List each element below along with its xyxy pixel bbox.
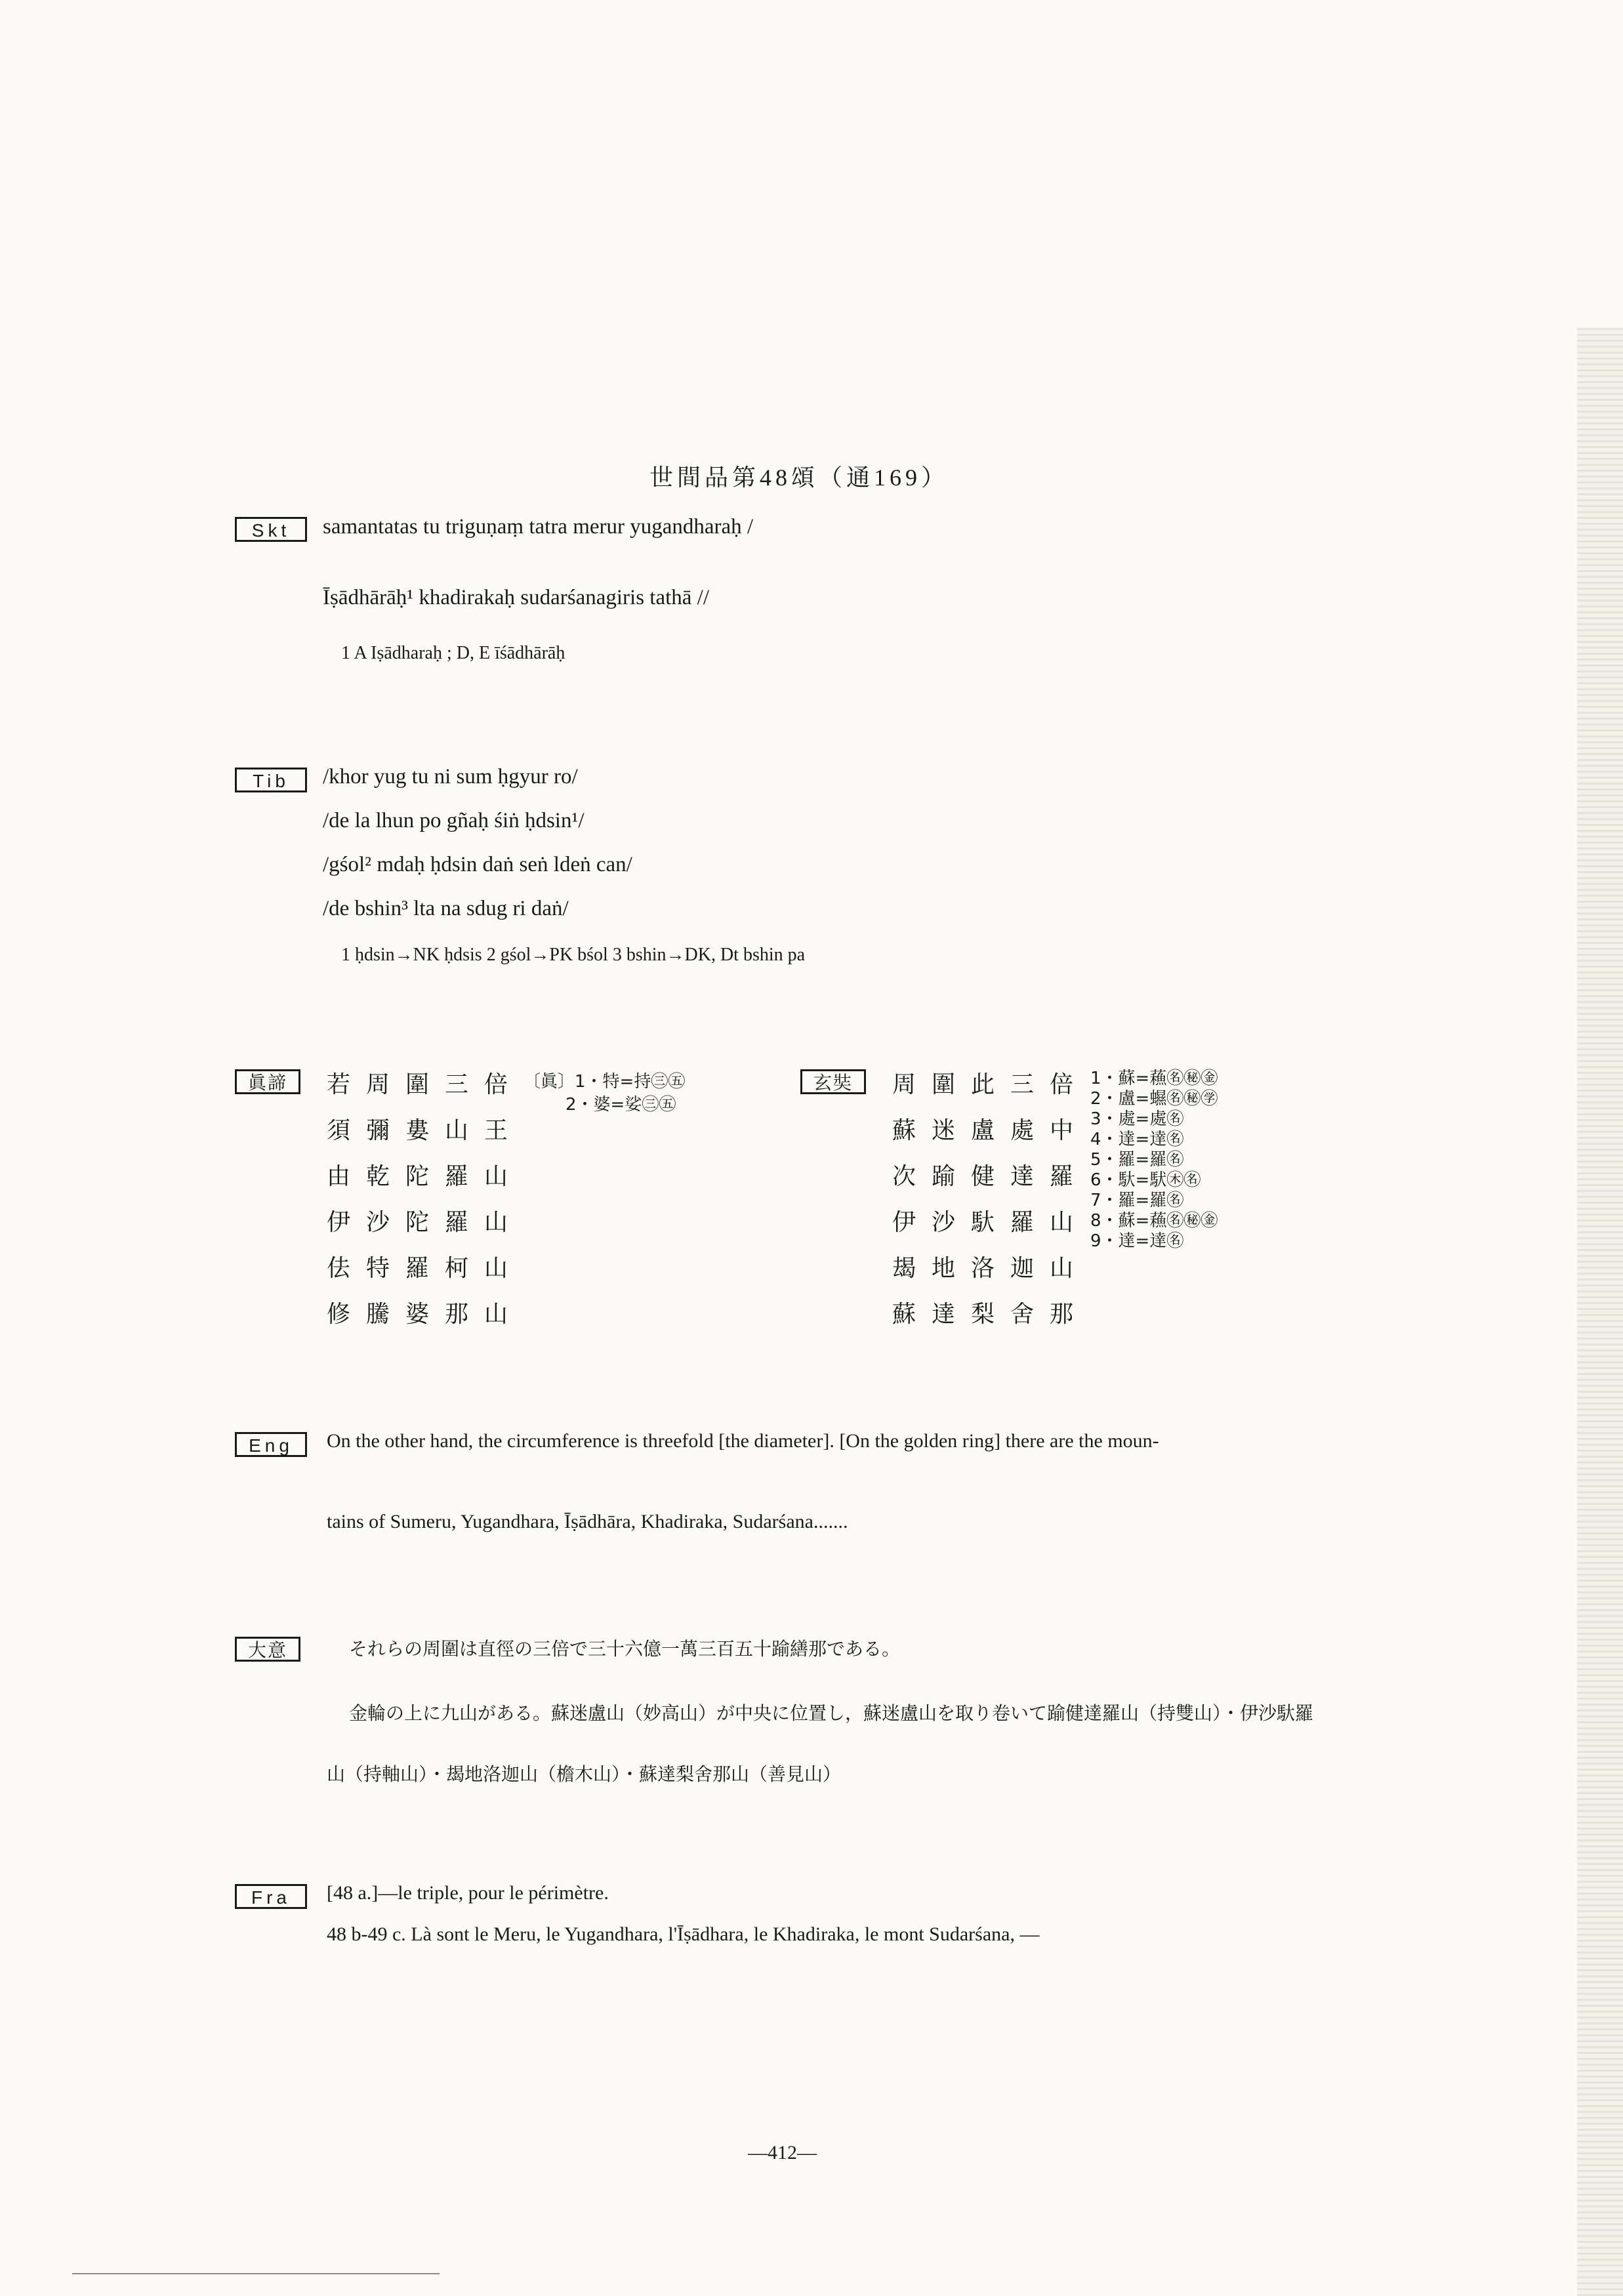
zhendi-line-1: 若周圍三倍 [327,1071,524,1098]
zhendi-tag: 眞諦 [235,1069,300,1094]
tib-line-3: /gśol² mdaḥ ḥdsin daṅ seṅ ldeṅ can/ [323,853,632,876]
xuanzang-note-4: 4・達=達㊔ [1090,1130,1184,1149]
taii-line-1: それらの周圍は直徑の三倍で三十六億一萬三百五十踰繕那である。 [349,1638,901,1660]
zhendi-line-6: 修騰婆那山 [327,1301,524,1328]
xuanzang-note-2: 2・盧=䗾㊔㊙㊫ [1090,1089,1218,1109]
skt-note: 1 A Iṣādharaḥ ; D, E īśādhārāḥ [341,643,565,663]
page-number: —412— [748,2142,817,2163]
tib-line-1: /khor yug tu ni sum ḥgyur ro/ [323,765,578,789]
fra-line-2: 48 b-49 c. Là sont le Meru, le Yugandhara, l'Īṣādhara, le Khadiraka, le mont Sudarśana, — [327,1923,1040,1945]
fra-line-1: [48 a.]—le triple, pour le périmètre. [327,1882,609,1904]
zhendi-line-3: 由乾陀羅山 [327,1163,524,1190]
tib-line-2: /de la lhun po gñaḥ śiṅ ḥdsin¹/ [323,809,585,832]
xuanzang-note-9: 9・達=達㊔ [1090,1231,1184,1251]
xuanzang-note-3: 3・處=處㊔ [1090,1109,1184,1129]
zhendi-line-4: 伊沙陀羅山 [327,1209,524,1236]
zhendi-note-1: 〔眞〕1・特=持㊂㊄ [524,1072,686,1092]
skt-tag: Skt [235,517,307,542]
page-title: 世間品第48頌（通169） [649,464,949,491]
zhendi-line-2: 須彌婁山王 [327,1117,524,1144]
xuanzang-line-2: 蘇迷盧處中 [892,1117,1090,1144]
tib-tag: Tib [235,768,307,792]
tib-line-4: /de bshin³ lta na sdug ri daṅ/ [323,897,569,920]
xuanzang-line-3: 次踰健達羅 [892,1163,1090,1190]
taii-line-2: 金輪の上に九山がある。蘇迷盧山（妙高山）が中央に位置し，蘇迷盧山を取り卷いて踰健達羅山（持雙山）・伊沙馱羅 [349,1702,1314,1724]
taii-line-3: 山（持軸山）・朅地洛迦山（檐木山）・蘇達梨舍那山（善見山） [327,1763,842,1785]
xuanzang-line-6: 蘇達梨舍那 [892,1301,1090,1328]
xuanzang-line-5: 朅地洛迦山 [892,1255,1090,1282]
xuanzang-note-5: 5・羅=羅㊔ [1090,1150,1184,1170]
bottom-rule [72,2273,440,2274]
xuanzang-tag: 玄奘 [800,1069,866,1094]
xuanzang-line-1: 周圍此三倍 [892,1071,1090,1098]
zhendi-note-2: 2・婆=娑㊂㊄ [565,1095,676,1115]
eng-tag: Eng [235,1432,307,1457]
xuanzang-note-1: 1・蘇=蘓㊔㊙㊎ [1090,1069,1218,1088]
skt-line-2: Īṣādhārāḥ¹ khadirakaḥ sudarśanagiris tathā // [323,586,710,609]
skt-line-1: samantatas tu triguṇaṃ tatra merur yugandharaḥ / [323,515,754,539]
eng-line-1: On the other hand, the circumference is threefold [the diameter]. [On the golden ring] there are the moun- [327,1430,1159,1452]
xuanzang-line-4: 伊沙馱羅山 [892,1209,1090,1236]
xuanzang-note-8: 8・蘇=蘓㊔㊙㊎ [1090,1211,1218,1231]
zhendi-line-5: 佉特羅柯山 [327,1255,524,1282]
xuanzang-note-7: 7・羅=羅㊔ [1090,1191,1184,1210]
taii-tag: 大意 [235,1637,300,1662]
xuanzang-note-6: 6・馱=䭾㊍㊔ [1090,1170,1201,1190]
eng-line-2: tains of Sumeru, Yugandhara, Īṣādhāra, Khadiraka, Sudarśana....... [327,1511,848,1532]
scan-edge [1577,328,1623,2296]
fra-tag: Fra [235,1884,307,1909]
tib-note: 1 ḥdsin→NK ḥdsis 2 gśol→PK bśol 3 bshin→DK, Dt bshin pa [341,945,806,965]
